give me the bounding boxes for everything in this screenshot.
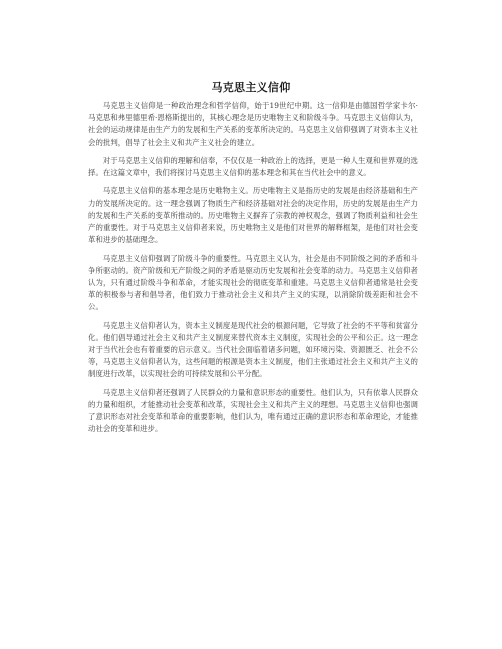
paragraph: 马克思主义信仰强调了阶级斗争的重要性。马克思主义认为，社会是由不同阶级之间的矛盾和斗争所驱动的。资产阶级和无产阶级之间的矛盾是驱动历史发展和社会变革的动力。马克思主义信仰者认为，只有通过阶级斗争和革命，才能实现社会的彻底变革和重建。马克思主义信仰者通常是社会变革的积极参与者和倡导者，他们致力于推动社会主义和共产主义的实现，以消除阶级差距和社会不公。: [88, 253, 418, 312]
paragraph: 马克思主义信仰者还强调了人民群众的力量和意识形态的重要性。他们认为，只有依靠人民群众的力量和组织，才能推动社会变革和改革，实现社会主义和共产主义的理想。马克思主义信仰也强调了意识形态对社会变革和革命的重要影响，他们认为，唯有通过正确的意识形态和革命理论，才能推动社会的变革和进步。: [88, 387, 418, 434]
document-title: 马克思主义信仰: [211, 81, 291, 94]
paragraph: 马克思主义信仰者认为，资本主义制度是现代社会的根源问题，它导致了社会的不平等和贫富分化。他们倡导通过社会主义和共产主义制度来替代资本主义制度，实现社会的公平和公正。这一理念对于当代社会也有着重要的启示意义。当代社会面临着诸多问题，如环境污染、资源匮乏、社会不公等，马克思主义信仰者认为，这些问题的根源是资本主义制度，他们主张通过社会主义和共产主义的制度进行改革，以实现社会的可持续发展和公平分配。: [88, 320, 418, 379]
document-body: [88, 100, 418, 442]
paragraph: 马克思主义信仰是一种政治理念和哲学信仰，始于19世纪中期。这一信仰是由德国哲学家卡尔·马克思和弗里德里希·恩格斯提出的，其核心理念是历史唯物主义和阶级斗争。马克思主义信仰认为，社会的运动规律是由生产力的发展和生产关系的变革所决定的。马克思主义信仰强调了对资本主义社会的批判，倡导了社会主义和共产主义社会的建立。: [88, 101, 418, 147]
paragraph: 对于马克思主义信仰的理解和信奉，不仅仅是一种政治上的选择，更是一种人生观和世界观的选择。在这篇文章中，我们将探讨马克思主义信仰的基本理念和其在当代社会中的意义。: [88, 155, 418, 178]
paragraph: 马克思主义信仰的基本理念是历史唯物主义。历史唯物主义是指历史的发展是由经济基础和生产力的发展所决定的。这一理念强调了物质生产和经济基础对社会的决定作用，历史的发展是由生产力的发展和生产关系的变革所推动的。历史唯物主义摒弃了宗教的神权观念，强调了物质利益和社会生产的重要性。对于马克思主义信仰者来说，历史唯物主义是他们对世界的解释框架，是他们对社会变革和进步的基础理念。: [88, 186, 418, 245]
